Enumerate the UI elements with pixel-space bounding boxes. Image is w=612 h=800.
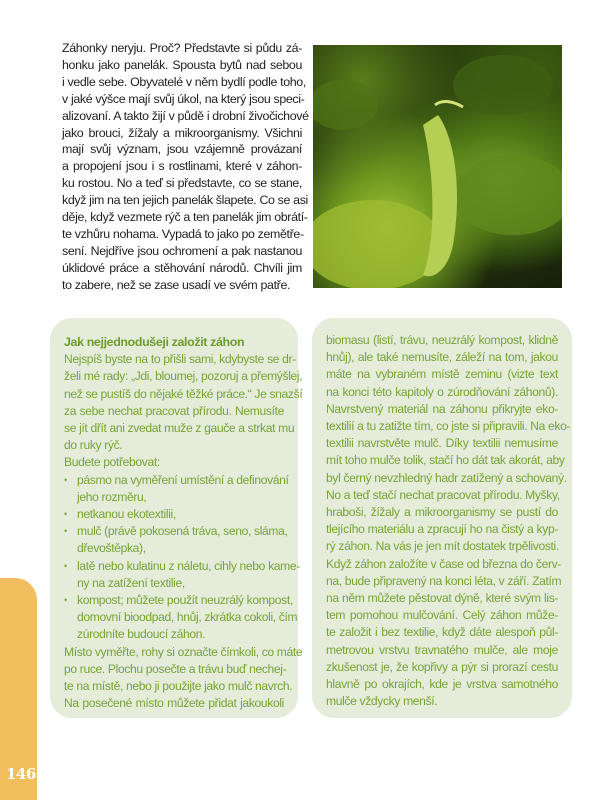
text-line: Na posečené místo můžete přidat jakoukoli — [64, 696, 284, 711]
text-line: • netkanou ekotextilii, — [77, 507, 176, 522]
tip-box-right — [312, 318, 572, 718]
text-line: dřevoštěpka), — [77, 541, 146, 556]
text-line: než se pustíš do nějaké těžké práce.“ Je snazší — [64, 386, 303, 401]
text-line: mají svůj význam, jsou vzájemně provázaní — [62, 142, 302, 157]
text-line: tem pomohou mulčování. Celý záhon může- — [326, 608, 558, 623]
text-line: hnůj), ale také nemusíte, záleží na tom, jakou — [326, 350, 558, 365]
text-line: rý záhon. Na vás je jen mít dostatek trpělivosti. — [326, 539, 559, 554]
list-intro: Budete potřebovat: — [64, 455, 160, 470]
text-line: domovní bioodpad, hnůj, zkrátka cokoli, čím — [77, 610, 298, 625]
text-line: do ruky rýč. — [64, 438, 123, 453]
text-line: na, bude připravený na konci léta, v září. Zatím — [326, 573, 562, 588]
text-line: mít toho mulče tolik, stačí ho dát tak akorát, aby — [326, 453, 565, 468]
text-line: biomasu (listí, trávu, neuzrálý kompost, klidně — [326, 333, 558, 347]
text-line: byl černý nevzhledný hadr zatížený a schovaný. — [326, 470, 567, 485]
text-line: honku jako panelák. Spousta bytů nad sebou — [62, 57, 302, 72]
intro-text — [62, 40, 309, 294]
text-line: zkušenost je, že kopřivy a pýr si prorazí cestu — [326, 659, 558, 674]
text-line: hraboši, žížaly a mikroorganismy se pustí do — [326, 505, 558, 520]
text-line: a propojení jsou i s rostlinami, které v záhon- — [62, 159, 302, 174]
text-line: sení. Nejdříve jsou ochromení a pak nastanou — [62, 243, 302, 258]
text-line: ny na zatížení textilie, — [77, 575, 185, 590]
list-item — [64, 506, 284, 523]
list-item — [64, 558, 300, 592]
text-line: ku rostou. No a teď si představte, co se stane, — [62, 176, 302, 191]
text-line: na něm můžete pěstovat dýně, které svým lis- — [326, 591, 558, 606]
text-line: tlejícího materiálu a zpracují ho na čistý a kyp- — [326, 522, 558, 537]
text-line: máte na vybraném místě zeminu (vizte text — [326, 367, 558, 382]
bean-pod-illustration — [313, 45, 562, 288]
text-line: • kompost; můžete použít neuzrálý kompost, — [77, 593, 293, 608]
text-line: te založit i bez textilie, když dáte alespoň půl- — [326, 625, 558, 640]
text-line: • pásmo na vyměření umístění a definování — [77, 472, 289, 487]
page-number: 146 — [6, 765, 36, 783]
text-line: želi mé rady: „Jdi, bloumej, pozoruj a přemýšlej, — [64, 369, 303, 384]
tip-heading: Jak nejjednodušeji založit záhon — [64, 335, 245, 349]
list-item — [64, 472, 289, 506]
text-line: textilií a tu zatižte tím, co jste si připravili. Na eko- — [326, 419, 571, 434]
text-line: • latě nebo kulatinu z náletu, cihly nebo kame- — [77, 558, 300, 573]
text-line: alizovaní. A takto žijí v půdě i drobní živočichové — [62, 108, 309, 123]
text-line: Místo vyměřte, rohy si označte čímkoli, co máte — [64, 644, 303, 659]
text-line: za sebe nechat pracovat přírodu. Nemusíte — [64, 403, 284, 418]
text-line: No a teď stačí nechat pracovat přírodu. Myšky, — [326, 487, 560, 502]
text-line: úklidové práce a stěhování národů. Chvíli jim — [62, 260, 302, 275]
text-line: na konci této kapitoly o zúrodňování záhonů). — [326, 384, 558, 399]
text-line: Záhonky neryju. Proč? Představte si půdu zá- — [62, 41, 302, 55]
text-line: se jít dřít ani zvedat muže z gauče a strkat mu — [64, 421, 295, 436]
text-line: te na místě, nebo ji použijte jako mulč navrch. — [64, 679, 293, 694]
tip-paragraph-2 — [64, 644, 303, 713]
text-line: metrovou vrstvu travnatého mulče, ale moje — [326, 642, 558, 657]
text-line: hlavně po okrajích, kde je vrstva samotného — [326, 677, 558, 692]
text-line: jako brouci, žížaly a mikroorganismy. Všichni — [62, 125, 302, 140]
text-line: • mulč (právě pokosená tráva, seno, sláma, — [77, 524, 288, 539]
supplies-list — [64, 472, 300, 644]
text-line: děje, když vezmete rýč a ten panelák jim obrátí- — [62, 210, 308, 225]
list-item — [64, 523, 288, 557]
text-line: Když záhon založíte v čase od března do červ- — [326, 556, 561, 571]
text-line: mulče vždycky menší. — [326, 694, 438, 709]
text-line: Nejspíš byste na to přišli sami, kdybyste se dr- — [64, 352, 296, 367]
text-line: zúrodníte budoucí záhon. — [77, 627, 206, 642]
text-line: jeho rozměru, — [77, 489, 147, 504]
bean-plant-photo — [313, 45, 562, 288]
text-line: po ruce. Plochu posečte a trávu buď nechej- — [64, 661, 287, 676]
list-item — [64, 592, 298, 644]
tip-box-left — [50, 318, 303, 718]
tip-continuation — [326, 332, 571, 710]
text-line: v jaké výšce mají svůj úkol, na který jsou speci- — [62, 91, 305, 106]
tip-paragraph-1 — [64, 351, 303, 454]
text-line: Navrstvený materiál na záhonu přikryjte eko- — [326, 401, 558, 416]
text-line: když jim na ten jejich panelák šlapete. Co se asi — [62, 193, 308, 208]
text-line: i vedle sebe. Obyvatelé v něm bydlí podle toho, — [62, 74, 306, 89]
text-line: textilii navrstvěte mulč. Díky textilii nemusíme — [326, 436, 558, 451]
text-line: to zabere, než se zase usadí ve svém patře. — [62, 277, 291, 292]
text-line: te vzhůru nohama. Vypadá to jako po zemětře- — [62, 226, 304, 241]
